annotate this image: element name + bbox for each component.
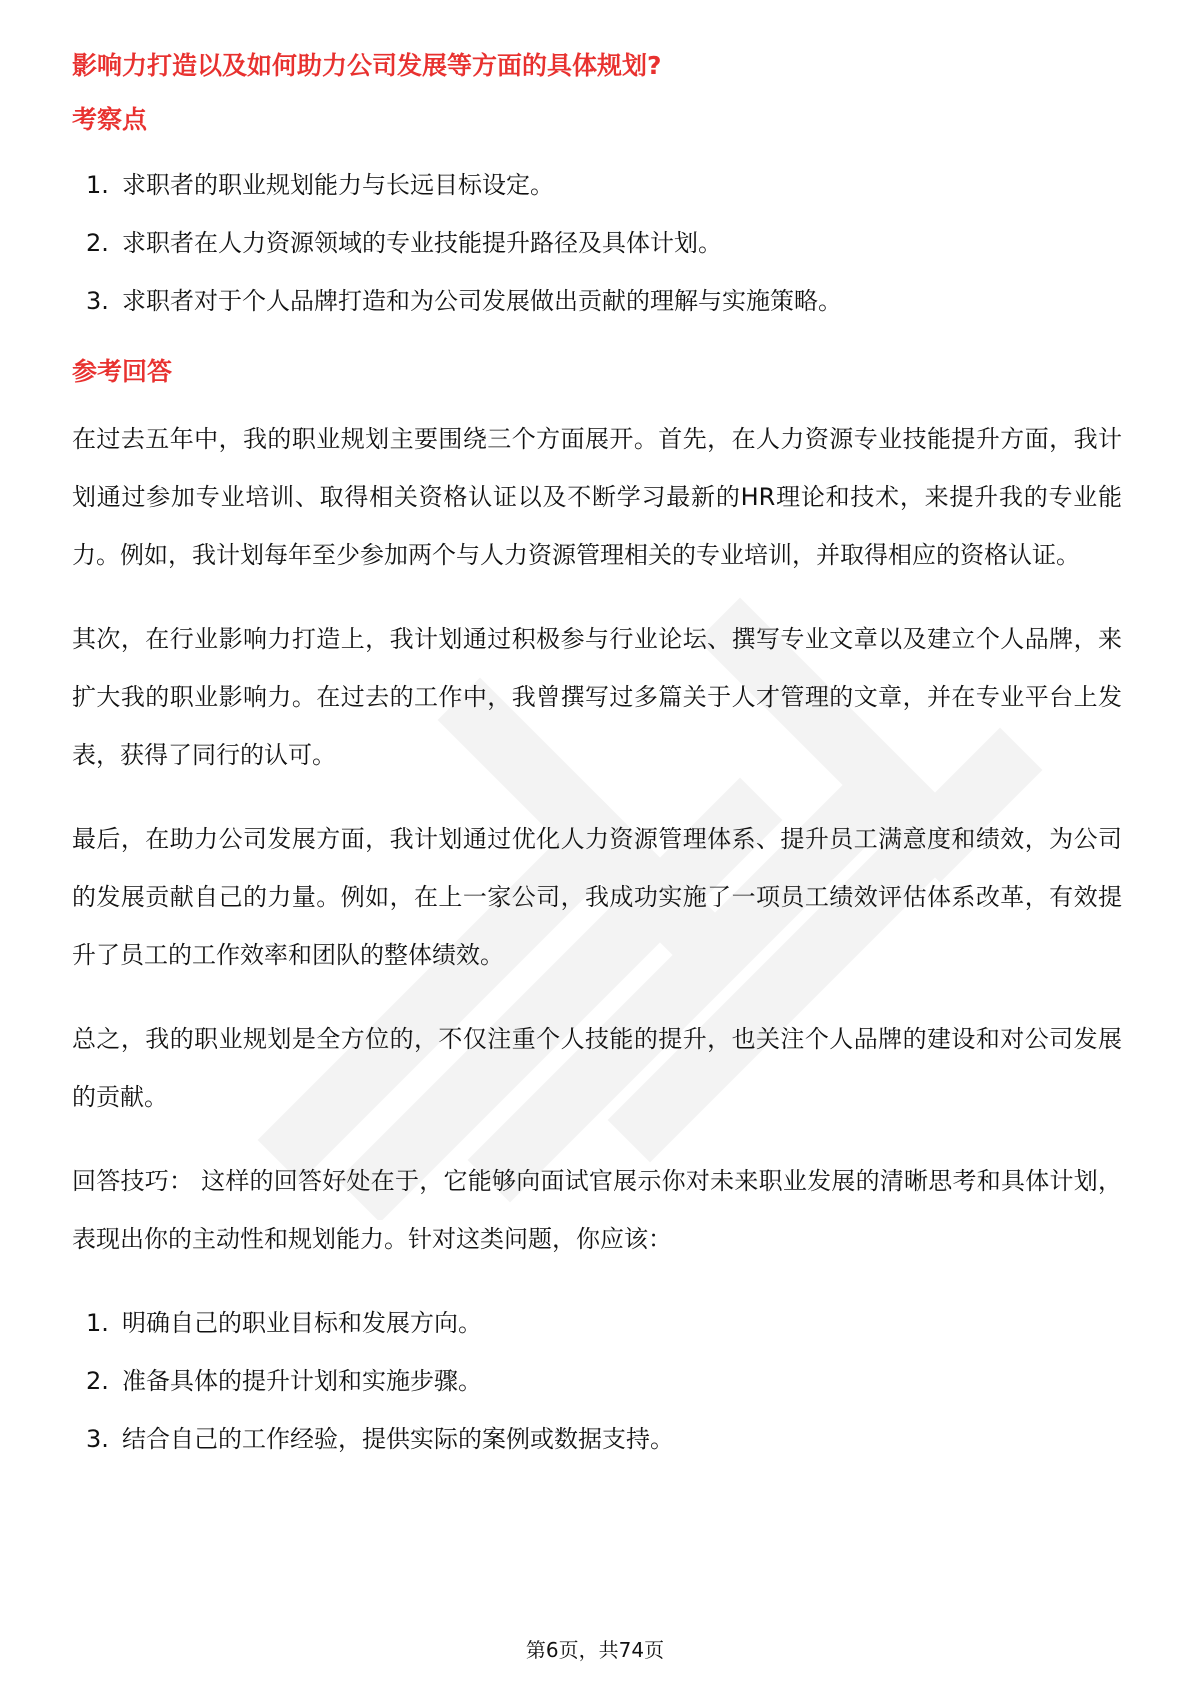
list-text: 准备具体的提升计划和实施步骤。 [122, 1367, 482, 1395]
answer-paragraph-1: 在过去五年中，我的职业规划主要围绕三个方面展开。首先，在人力资源专业技能提升方面，我计划通过参加专业培训、取得相关资格认证以及不断学习最新的HR理论和技术，来提升我的专业能力。例如，我计划每年至少参加两个与人力资源管理相关的专业培训，并取得相应的资格认证。 [72, 425, 1122, 569]
list-item [72, 1410, 1122, 1468]
list-item [72, 1294, 1122, 1352]
list-number: 1. [86, 171, 109, 199]
list-number: 1. [86, 1309, 109, 1337]
list-item [72, 272, 1122, 330]
list-text: 求职者的职业规划能力与长远目标设定。 [122, 171, 554, 199]
answer-paragraph-4: 总之，我的职业规划是全方位的，不仅注重个人技能的提升，也关注个人品牌的建设和对公司发展的贡献。 [72, 1025, 1122, 1111]
exam-points-heading: 考察点 [72, 105, 148, 134]
answer-heading: 参考回答 [72, 357, 173, 386]
answer-paragraph-3: 最后，在助力公司发展方面，我计划通过优化人力资源管理体系、提升员工满意度和绩效，为公司的发展贡献自己的力量。例如，在上一家公司，我成功实施了一项员工绩效评估体系改革，有效提升了员工的工作效率和团队的整体绩效。 [72, 825, 1122, 969]
list-number: 3. [86, 287, 109, 315]
list-text: 求职者在人力资源领域的专业技能提升路径及具体计划。 [122, 229, 722, 257]
tips-list [72, 1294, 1122, 1468]
list-item [72, 214, 1122, 272]
list-text: 明确自己的职业目标和发展方向。 [122, 1309, 482, 1337]
question-title: 影响力打造以及如何助力公司发展等方面的具体规划? [72, 51, 662, 80]
page-content [72, 48, 1122, 1492]
list-text: 求职者对于个人品牌打造和为公司发展做出贡献的理解与实施策略。 [122, 287, 842, 315]
exam-points-list [72, 156, 1122, 330]
list-number: 3. [86, 1425, 109, 1453]
answer-paragraph-2: 其次，在行业影响力打造上，我计划通过积极参与行业论坛、撰写专业文章以及建立个人品牌，来扩大我的职业影响力。在过去的工作中，我曾撰写过多篇关于人才管理的文章，并在专业平台上发表，获得了同行的认可。 [72, 625, 1122, 769]
list-text: 结合自己的工作经验，提供实际的案例或数据支持。 [122, 1425, 674, 1453]
list-item [72, 156, 1122, 214]
page-footer: 第6页，共74页 [525, 1638, 665, 1662]
list-number: 2. [86, 229, 109, 257]
list-number: 2. [86, 1367, 109, 1395]
list-item [72, 1352, 1122, 1410]
answer-tips-intro: 回答技巧： 这样的回答好处在于，它能够向面试官展示你对未来职业发展的清晰思考和具体计划，表现出你的主动性和规划能力。针对这类问题，你应该： [72, 1167, 1122, 1253]
